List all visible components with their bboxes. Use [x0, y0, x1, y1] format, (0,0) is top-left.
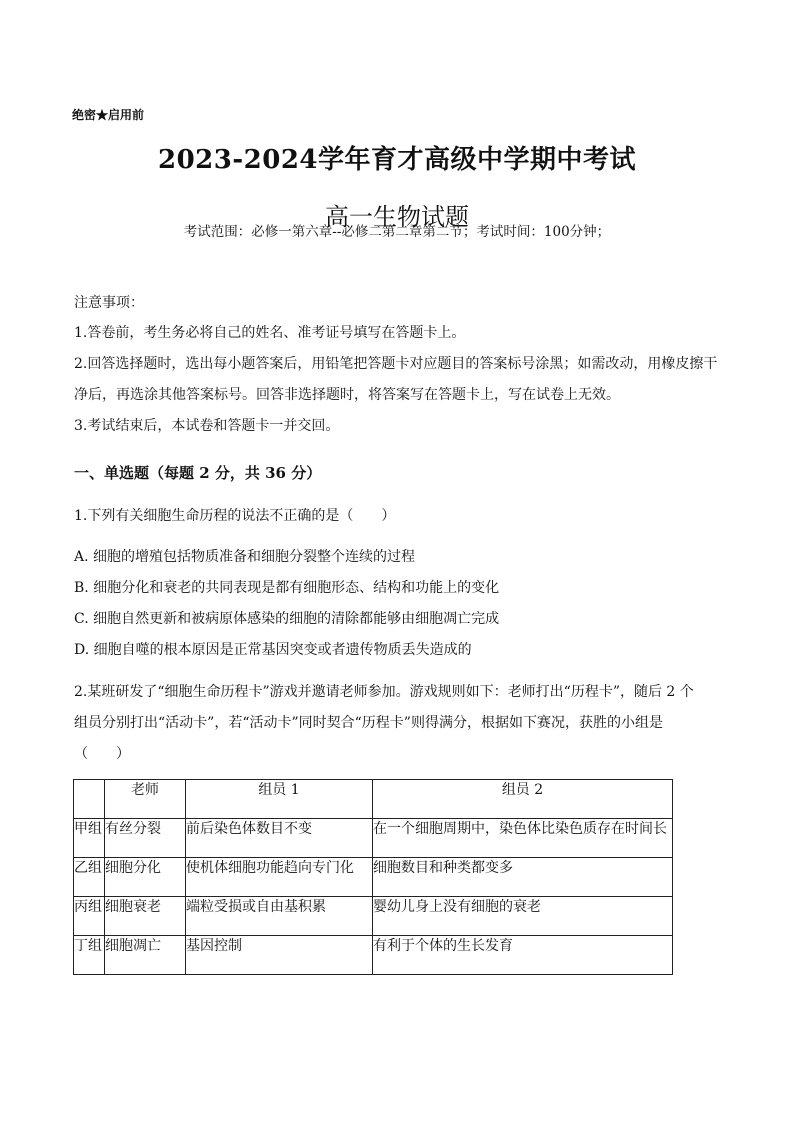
- section-heading: 一、单选题（每题 2 分，共 36 分）: [74, 464, 322, 482]
- table-header-cell: 组员 2: [373, 780, 673, 819]
- question-1-option-a: A. 细胞的增殖包括物质准备和细胞分裂整个连续的过程: [74, 549, 416, 565]
- table-cell: 丁组: [74, 936, 105, 975]
- table-cell: 婴幼儿身上没有细胞的衰老: [373, 897, 673, 936]
- question-1-option-c: C. 细胞自然更新和被病原体感染的细胞的清除都能够由细胞凋亡完成: [74, 611, 500, 627]
- table-cell: 在一个细胞周期中，染色体比染色质存在时间长: [373, 819, 673, 858]
- notice-heading: 注意事项：: [74, 295, 144, 311]
- table-cell: 使机体细胞功能趋向专门化: [186, 858, 373, 897]
- table-cell: 细胞凋亡: [105, 936, 186, 975]
- question-2-stem-line: 组员分别打出“活动卡”，若“活动卡”同时契合“历程卡”则得满分，根据如下赛况，获胜的小组是: [74, 715, 663, 731]
- table-cell: 乙组: [74, 858, 105, 897]
- table-cell: 有利于个体的生长发育: [373, 936, 673, 975]
- table-cell: 有丝分裂: [105, 819, 186, 858]
- table-cell: 基因控制: [186, 936, 373, 975]
- table-header-cell: 组员 1: [186, 780, 373, 819]
- notice-item: 1.答卷前，考生务必将自己的姓名、准考证号填写在答题卡上。: [74, 325, 466, 341]
- table-header-cell: 老师: [105, 780, 186, 819]
- question-2-table: [73, 779, 673, 975]
- table-cell: 细胞分化: [105, 858, 186, 897]
- question-1-option-b: B. 细胞分化和衰老的共同表现是都有细胞形态、结构和功能上的变化: [74, 580, 500, 596]
- table-row: [74, 819, 673, 858]
- table-row: [74, 897, 673, 936]
- table-cell: 甲组: [74, 819, 105, 858]
- notice-item: 3.考试结束后，本试卷和答题卡一并交回。: [74, 418, 340, 434]
- exam-scope: 考试范围：必修一第六章--必修二第二章第二节；考试时间：100分钟；: [183, 224, 611, 240]
- table-cell: 丙组: [74, 897, 105, 936]
- confidential-label: 绝密★启用前: [72, 108, 145, 122]
- table-header-row: [74, 780, 673, 819]
- table-cell: 端粒受损或自由基积累: [186, 897, 373, 936]
- table-header-cell: [74, 780, 105, 819]
- table-cell: 细胞衰老: [105, 897, 186, 936]
- question-2-stem-line: 2.某班研发了“细胞生命历程卡”游戏并邀请老师参加。游戏规则如下：老师打出“历程卡”，随后 2 个: [74, 684, 694, 700]
- table-row: [74, 936, 673, 975]
- question-2-stem-line: （ ）: [74, 746, 130, 762]
- notice-item: 净后，再选涂其他答案标号。回答非选择题时，将答案写在答题卡上，写在试卷上无效。: [74, 387, 620, 403]
- notice-item: 2.回答选择题时，选出每小题答案后，用铅笔把答题卡对应题目的答案标号涂黑；如需改动，用橡皮擦干: [74, 356, 718, 372]
- table-cell: 细胞数目和种类都变多: [373, 858, 673, 897]
- question-1-stem: 1.下列有关细胞生命历程的说法不正确的是（ ）: [74, 508, 396, 524]
- question-1-option-d: D. 细胞自噬的根本原因是正常基因突变或者遗传物质丢失造成的: [74, 642, 472, 658]
- table-cell: 前后染色体数目不变: [186, 819, 373, 858]
- table-row: [74, 858, 673, 897]
- exam-title: 2023-2024学年育才高级中学期中考试: [157, 145, 637, 175]
- exam-subtitle: 高一生物试题: [325, 203, 469, 231]
